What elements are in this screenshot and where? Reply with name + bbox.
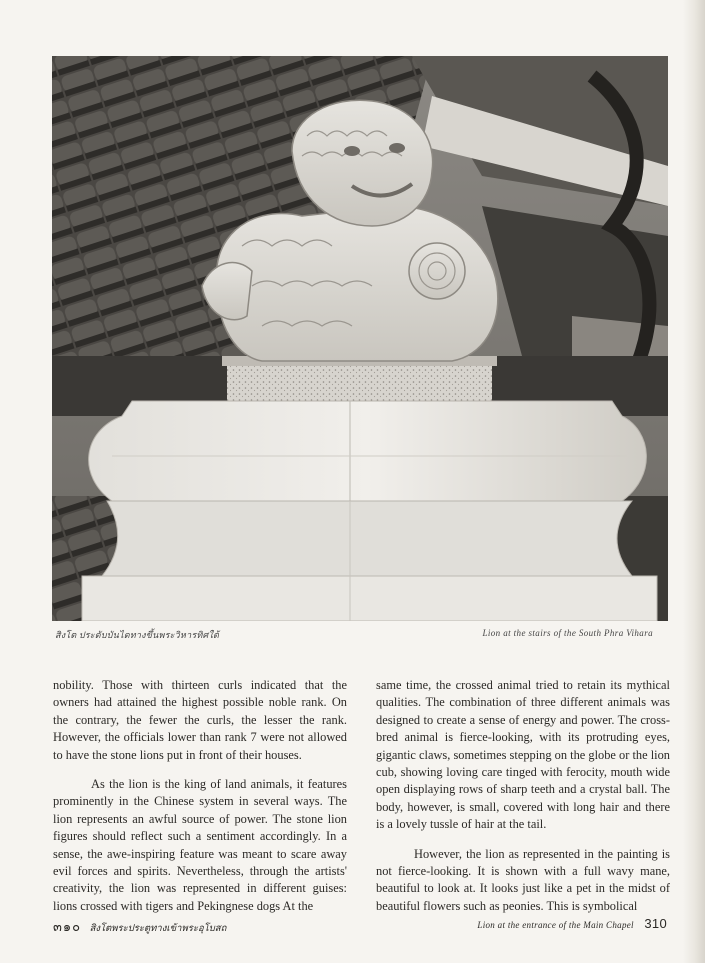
page-edge-shadow [683, 0, 705, 963]
paragraph: same time, the crossed animal tried to retain its mythical qualities. The combination of three different animals was designed to create a sense of energy and power. The cross-bred animal is fierce-looking, with its protruding eyes, gigantic claws, sometimes stepping on the globe or the lion cub, showing loving care tinged with ferocity, mouth wide open displaying rows of sharp teeth and a crystal ball. The body, however, is small, covered with long hair and there is a lovely tussle of hair at the tail. [376, 678, 670, 832]
photo-caption-thai: สิงโต ประดับบันไดทางขึ้นพระวิหารทิศใต้ [55, 630, 220, 640]
photo-caption-english: Lion at the stairs of the South Phra Vihara [482, 628, 653, 638]
running-title-thai: สิงโตพระประตูทางเข้าพระอุโบสถ [89, 924, 227, 934]
left-text-column [53, 677, 347, 927]
paragraph: However, the lion as represented in the painting is not fierce-looking. It is shown with a full wavy mane, beautiful to look at. It looks just like a pet in the midst of beautiful flowers such as peonies. This is symbolical [376, 846, 670, 913]
footer-right [477, 916, 667, 931]
paragraph: As the lion is the king of land animals, it features prominently in the Chinese system in several ways. The lion represents an awful source of power. The stone lion figures should reflect such a sentiment accordingly. In a sense, the awe-inspiring feature was meant to scare away evil forces and spirits. Nevertheless, through the artists' creativity, the lion was represented in different guises: lions crossed with tigers and Pekingnese dogs At the [53, 777, 347, 913]
lion-photograph [52, 56, 668, 621]
paragraph: nobility. Those with thirteen curls indicated that the owners had attained the highest possible noble rank. On the contrary, the fewer the curls, the lesser the rank. However, the officials lower than rank 7 were not allowed to have the stone lions put in front of their houses. [53, 678, 347, 762]
running-title-english: Lion at the entrance of the Main Chapel [477, 920, 634, 930]
footer-left [53, 916, 226, 937]
right-text-column [376, 677, 670, 927]
page-number: 310 [644, 916, 667, 931]
page-number-thai: ๓๑๐ [53, 919, 82, 934]
